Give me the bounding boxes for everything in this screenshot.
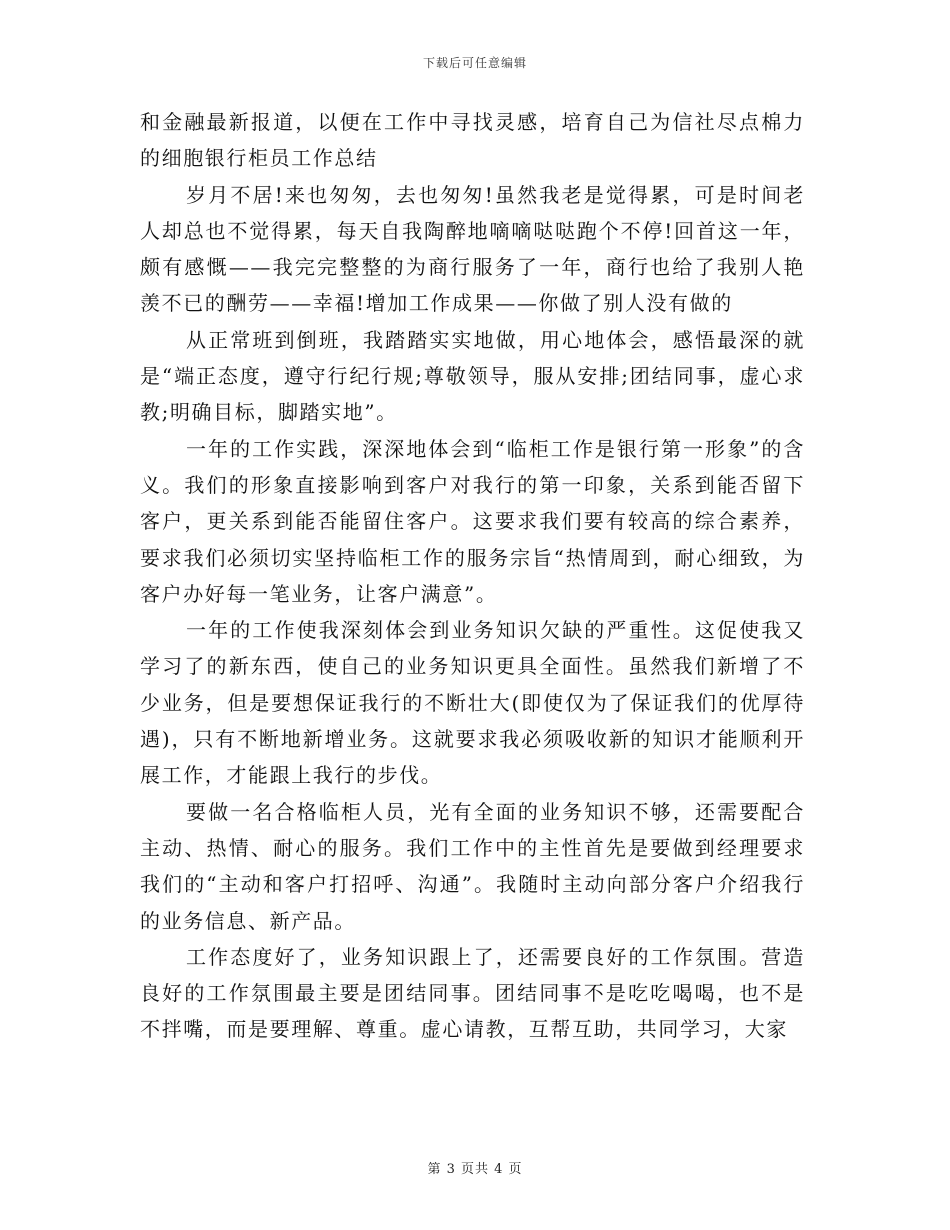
paragraph: 岁月不居!来也匆匆，去也匆匆!虽然我老是觉得累，可是时间老人却总也不觉得累，每天自我陶醉地嘀嘀哒哒跑个不停!回首这一年，颇有感慨——我完完整整的为商行服务了一年，商行也给了我别人艳羡不已的酬劳——幸福!增加工作成果——你做了别人没有做的 — [140, 182, 805, 316]
paragraph: 从正常班到倒班，我踏踏实实地做，用心地体会，感悟最深的就是“端正态度，遵守行纪行规;尊敬领导，服从安排;团结同事，虚心求教;明确目标，脚踏实地”。 — [140, 327, 805, 425]
paragraph: 一年的工作使我深刻体会到业务知识欠缺的严重性。这促使我又学习了的新东西，使自己的业务知识更具全面性。虽然我们新增了不少业务，但是要想保证我行的不断壮大(即使仅为了保证我们的优厚待遇)，只有不断地新增业务。这就要求我必须吸收新的知识才能顺利开展工作，才能跟上我行的步伐。 — [140, 618, 805, 788]
paragraph: 要做一名合格临柜人员，光有全面的业务知识不够，还需要配合主动、热情、耐心的服务。我们工作中的主性首先是要做到经理要求我们的“主动和客户打招呼、沟通”。我随时主动向部分客户介绍我行的业务信息、新产品。 — [140, 799, 805, 933]
paragraph: 一年的工作实践，深深地体会到“临柜工作是银行第一形象”的含义。我们的形象直接影响到客户对我行的第一印象，关系到能否留下客户，更关系到能否能留住客户。这要求我们要有较高的综合素养，要求我们必须切实坚持临柜工作的服务宗旨“热情周到，耐心细致，为客户办好每一笔业务，让客户满意”。 — [140, 436, 805, 606]
document-body — [140, 104, 805, 1048]
paragraph: 和金融最新报道，以便在工作中寻找灵感，培育自己为信社尽点棉力的细胞银行柜员工作总结 — [140, 110, 805, 171]
page-footer: 第 3 页共 4 页 — [427, 1162, 523, 1177]
paragraph: 工作态度好了，业务知识跟上了，还需要良好的工作氛围。营造良好的工作氛围最主要是团结同事。团结同事不是吃吃喝喝，也不是不拌嘴，而是要理解、尊重。虚心请教，互帮互助，共同学习，大家 — [140, 944, 805, 1042]
page-header: 下载后可任意编辑 — [422, 56, 527, 70]
